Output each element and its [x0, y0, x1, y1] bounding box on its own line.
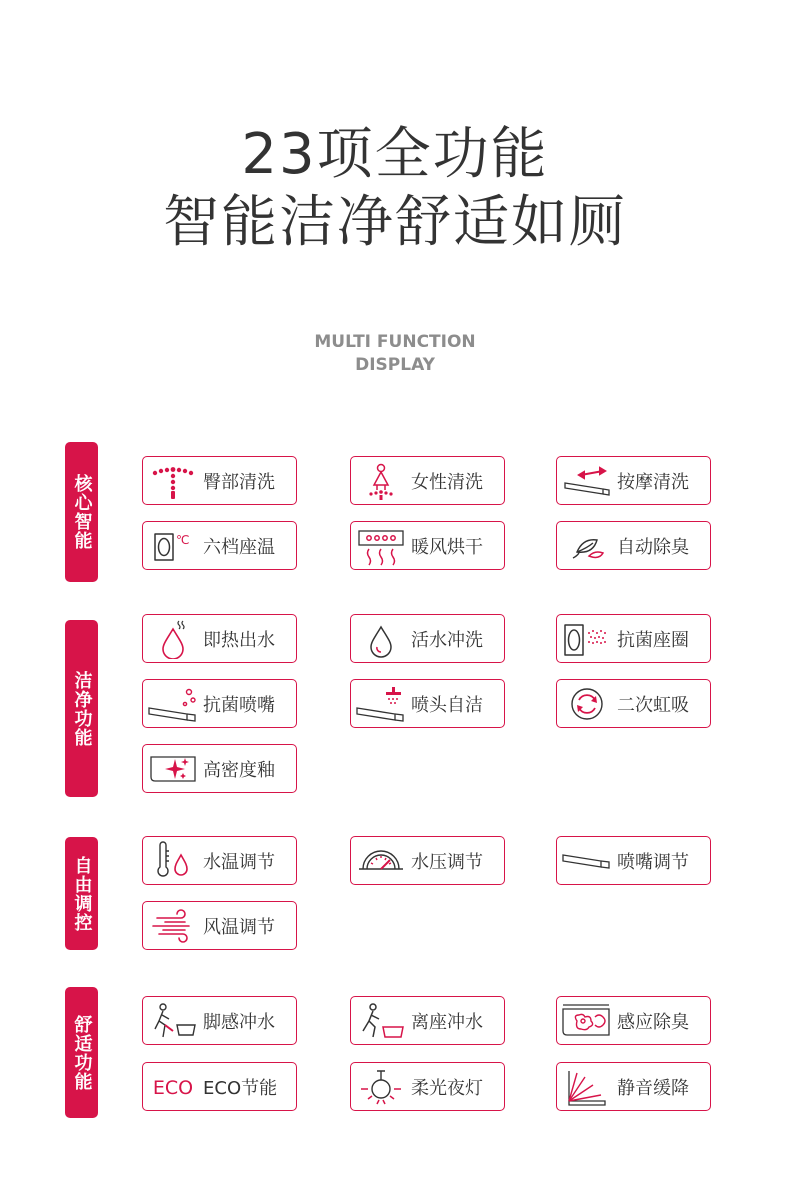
leaf-deodorize-icon — [557, 525, 617, 567]
feature-card-water-temperature — [142, 836, 297, 885]
feature-card-massage-wash — [556, 456, 711, 505]
female-wash-icon — [351, 460, 411, 502]
feature-card-antibacterial-seat — [556, 614, 711, 663]
category-comfort — [65, 987, 98, 1118]
feature-card-double-siphon — [556, 679, 711, 728]
page-title-line1: 23项全功能 — [241, 122, 549, 187]
antibacterial-seat-icon — [557, 618, 617, 660]
sensor-deodorize-icon — [557, 1000, 617, 1042]
category-free-control — [65, 837, 98, 950]
feature-card-foot-flush — [142, 996, 297, 1045]
feature-label: 柔光夜灯 — [411, 1077, 483, 1099]
spray-dots-icon — [143, 460, 203, 502]
feature-card-antibacterial-nozzle — [142, 679, 297, 728]
feature-card-soft-close — [556, 1062, 711, 1111]
feature-label: 风温调节 — [203, 916, 275, 938]
category-core-intelligence — [65, 442, 98, 582]
feature-card-fresh-water-rinse — [350, 614, 505, 663]
antibacterial-nozzle-icon — [143, 683, 203, 725]
feature-label: 静音缓降 — [617, 1077, 689, 1099]
feature-card-warm-air-dry — [350, 521, 505, 570]
feature-card-leave-seat-flush — [350, 996, 505, 1045]
glaze-sparkle-icon — [143, 748, 203, 790]
feature-card-nozzle-adjust — [556, 836, 711, 885]
thermometer-drop-icon — [143, 840, 203, 882]
pressure-gauge-icon — [351, 840, 411, 882]
feature-label: 抗菌座圈 — [617, 629, 689, 651]
category-label: 自由调控 — [71, 855, 93, 932]
feature-label: 六档座温 — [203, 536, 275, 558]
eco-icon-text: ECO — [152, 1076, 194, 1099]
category-cleaning — [65, 620, 98, 797]
feature-label: 离座冲水 — [411, 1011, 483, 1033]
nozzle-self-clean-icon — [351, 683, 411, 725]
feature-label: 喷嘴调节 — [617, 851, 689, 873]
category-label: 舒适功能 — [71, 1014, 93, 1091]
leave-seat-flush-icon — [351, 1000, 411, 1042]
subtitle-line1: MULTI FUNCTION — [314, 332, 476, 352]
soft-close-lid-icon — [557, 1066, 617, 1108]
feature-card-water-pressure — [350, 836, 505, 885]
feature-label: 感应除臭 — [617, 1011, 689, 1033]
massage-nozzle-icon — [557, 460, 617, 502]
feature-card-nozzle-self-clean — [350, 679, 505, 728]
feature-label: 即热出水 — [203, 629, 275, 651]
subtitle-line2: DISPLAY — [355, 355, 435, 375]
warm-air-dryer-icon — [351, 525, 411, 567]
wind-icon — [143, 905, 203, 947]
feature-label: 暖风烘干 — [411, 536, 483, 558]
foot-flush-icon — [143, 1000, 203, 1042]
nozzle-adjust-icon — [557, 840, 617, 882]
seat-temperature-unit: ℃ — [176, 532, 190, 547]
feature-label: 二次虹吸 — [617, 694, 689, 716]
feature-label: 抗菌喷嘴 — [203, 694, 275, 716]
feature-label: 按摩清洗 — [617, 471, 689, 493]
water-drop-icon — [351, 618, 411, 660]
feature-card-eco-saving — [142, 1062, 297, 1111]
siphon-cycle-icon — [557, 683, 617, 725]
feature-card-high-density-glaze — [142, 744, 297, 793]
feature-label: ECO节能 — [203, 1077, 278, 1099]
feature-label: 活水冲洗 — [411, 629, 483, 651]
feature-label: 女性清洗 — [411, 471, 483, 493]
night-light-icon — [351, 1066, 411, 1108]
hot-water-drop-icon — [143, 618, 203, 660]
feature-label: 喷头自洁 — [411, 694, 483, 716]
feature-card-seat-temperature — [142, 521, 297, 570]
feature-label: 水温调节 — [203, 851, 275, 873]
feature-card-hip-wash — [142, 456, 297, 505]
feature-card-auto-deodorize — [556, 521, 711, 570]
category-label: 洁净功能 — [71, 670, 93, 747]
feature-label: 高密度釉 — [203, 759, 275, 781]
eco-icon — [143, 1066, 203, 1108]
feature-label: 臀部清洗 — [203, 471, 275, 493]
feature-card-female-wash — [350, 456, 505, 505]
feature-label: 自动除臭 — [617, 536, 689, 558]
seat-temperature-icon — [143, 525, 203, 567]
feature-card-air-temperature — [142, 901, 297, 950]
feature-label: 水压调节 — [411, 851, 483, 873]
feature-card-instant-hot-water — [142, 614, 297, 663]
feature-card-night-light — [350, 1062, 505, 1111]
page-title-line2: 智能洁净舒适如厕 — [163, 190, 627, 255]
feature-card-sensor-deodorize — [556, 996, 711, 1045]
feature-label: 脚感冲水 — [203, 1011, 275, 1033]
category-label: 核心智能 — [71, 474, 93, 550]
